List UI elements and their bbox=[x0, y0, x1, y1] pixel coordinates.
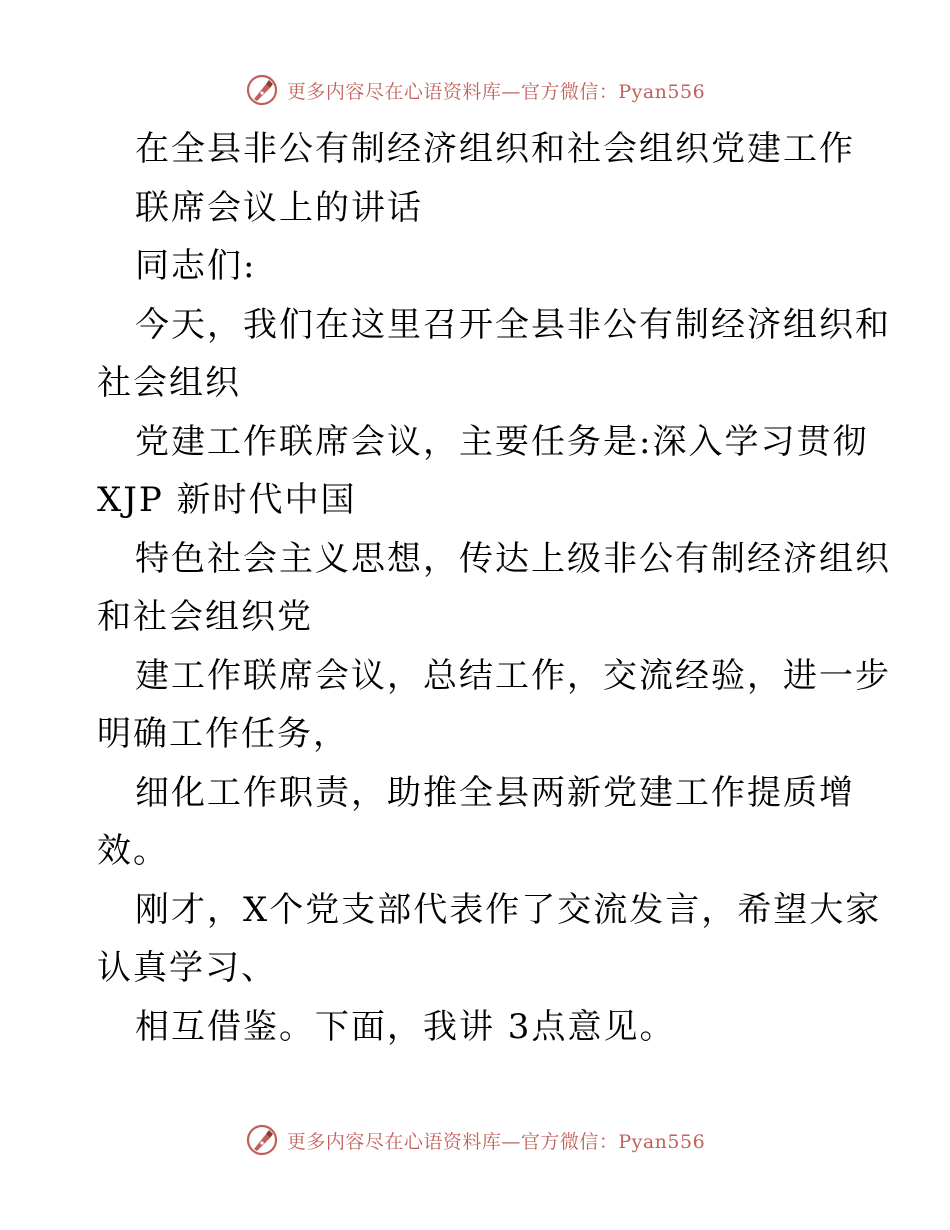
watermark-header bbox=[0, 70, 950, 110]
text-line: 认真学习、 bbox=[97, 948, 277, 988]
watermark-text: 更多内容尽在心语资料库—官方微信：Pyan556 bbox=[286, 1130, 706, 1153]
watermark-text: 更多内容尽在心语资料库—官方微信：Pyan556 bbox=[286, 80, 706, 103]
text-line: 社会组织 bbox=[97, 363, 241, 403]
text-line: 联席会议上的讲话 bbox=[135, 187, 423, 228]
text-line: 同志们: bbox=[135, 246, 257, 286]
text-line: 明确工作任务， bbox=[97, 714, 349, 754]
text-line: 党建工作联席会议，主要任务是:深入学习贯彻 bbox=[135, 421, 869, 462]
speech-body bbox=[97, 120, 891, 1056]
document-title-line: 在全县非公有制经济组织和社会组织党建工作 bbox=[135, 129, 855, 169]
text-line: 刚才，X个党支部代表作了交流发言，希望大家 bbox=[135, 889, 882, 930]
text-line: 建工作联席会议，总结工作，交流经验，进一步 bbox=[135, 655, 891, 696]
text-line: XJP 新时代中国 bbox=[97, 480, 357, 520]
pen-nib-logo-icon bbox=[245, 1123, 279, 1157]
text-line: 今天，我们在这里召开全县非公有制经济组织和 bbox=[135, 304, 891, 345]
text-line: 特色社会主义思想，传达上级非公有制经济组织 bbox=[135, 538, 891, 579]
text-line: 细化工作职责，助推全县两新党建工作提质增 bbox=[135, 772, 855, 813]
text-line: 效。 bbox=[97, 831, 169, 871]
pen-nib-logo-icon bbox=[245, 73, 279, 107]
text-line: 相互借鉴。下面，我讲 3点意见。 bbox=[135, 1006, 676, 1047]
watermark-footer bbox=[0, 1120, 950, 1160]
text-line: 和社会组织党 bbox=[97, 597, 313, 637]
